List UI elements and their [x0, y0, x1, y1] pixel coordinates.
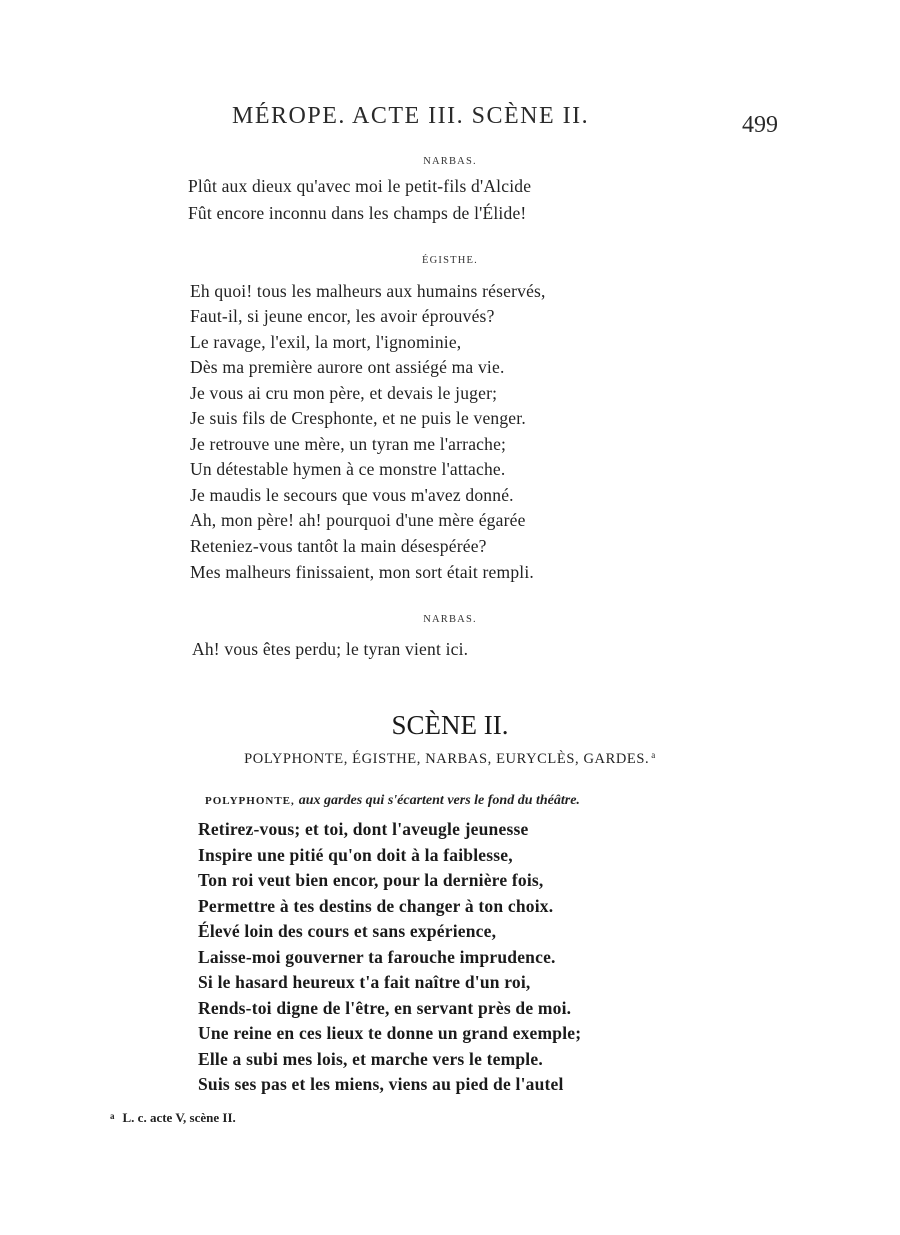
verse-line: Mes malheurs finissaient, mon sort était rempli. — [190, 562, 534, 582]
verse-line: Une reine en ces lieux te donne un grand exemple; — [198, 1023, 582, 1043]
verse-line: Je retrouve une mère, un tyran me l'arrache; — [190, 434, 507, 454]
verse-line: Permettre à tes destins de changer à ton choix. — [198, 896, 554, 916]
character-names: POLYPHONTE, ÉGISTHE, NARBAS, EURYCLÈS, GARDES. — [244, 751, 650, 767]
speaker-egisthe: ÉGISTHE. — [422, 255, 478, 266]
verse-line: Faut-il, si jeune encor, les avoir éprouvés? — [190, 306, 495, 326]
speaker-narbas: NARBAS. — [423, 156, 477, 167]
verse-line: Reteniez-vous tantôt la main désespérée? — [190, 536, 487, 556]
verse-line: Retirez-vous; et toi, dont l'aveugle jeunesse — [198, 819, 529, 839]
page-number: 499 — [742, 112, 778, 138]
verse-line: Eh quoi! tous les malheurs aux humains réservés, — [190, 281, 546, 301]
stage-direction — [205, 791, 580, 809]
stage-direction-text: aux gardes qui s'écartent vers le fond du théâtre. — [298, 793, 580, 808]
verse-line: Rends-toi digne de l'être, en servant près de moi. — [198, 998, 572, 1018]
speaker-narbas: NARBAS. — [423, 614, 477, 625]
verse-line: Plût aux dieux qu'avec moi le petit-fils d'Alcide — [188, 176, 532, 196]
verse-line: Élevé loin des cours et sans expérience, — [198, 921, 497, 941]
verse-line: Je suis fils de Cresphonte, et ne puis le venger. — [190, 408, 526, 428]
verse-line: Je maudis le secours que vous m'avez donné. — [190, 485, 514, 505]
footnote — [110, 1110, 236, 1126]
verse-line: Le ravage, l'exil, la mort, l'ignominie, — [190, 332, 462, 352]
footnote-mark: a — [110, 1111, 115, 1121]
verse-line: Je vous ai cru mon père, et devais le juger; — [190, 383, 498, 403]
verse-line: Laisse-moi gouverner ta farouche imprudence. — [198, 947, 556, 967]
verse-line: Si le hasard heureux t'a fait naître d'un roi, — [198, 972, 531, 992]
footnote-text: L. c. acte V, scène II. — [122, 1110, 236, 1125]
character-list — [0, 750, 900, 768]
verse-line: Elle a subi mes lois, et marche vers le temple. — [198, 1049, 543, 1069]
verse-line: Un détestable hymen à ce monstre l'attache. — [190, 459, 506, 479]
stage-direction-speaker: POLYPHONTE, — [205, 795, 295, 807]
verse-line: Fût encore inconnu dans les champs de l'Élide! — [188, 203, 527, 223]
running-head: MÉROPE. ACTE III. SCÈNE II. — [232, 103, 590, 129]
verse-line: Inspire une pitié qu'on doit à la faiblesse, — [198, 845, 513, 865]
verse-line: Ton roi veut bien encor, pour la dernière fois, — [198, 870, 544, 890]
verse-line: Suis ses pas et les miens, viens au pied de l'autel — [198, 1074, 564, 1094]
verse-line: Dès ma première aurore ont assiégé ma vie. — [190, 357, 505, 377]
scene-title: SCÈNE II. — [391, 710, 509, 740]
verse-line: Ah, mon père! ah! pourquoi d'une mère égarée — [190, 510, 526, 530]
verse-line: Ah! vous êtes perdu; le tyran vient ici. — [192, 639, 469, 659]
footnote-reference: a — [651, 750, 656, 760]
